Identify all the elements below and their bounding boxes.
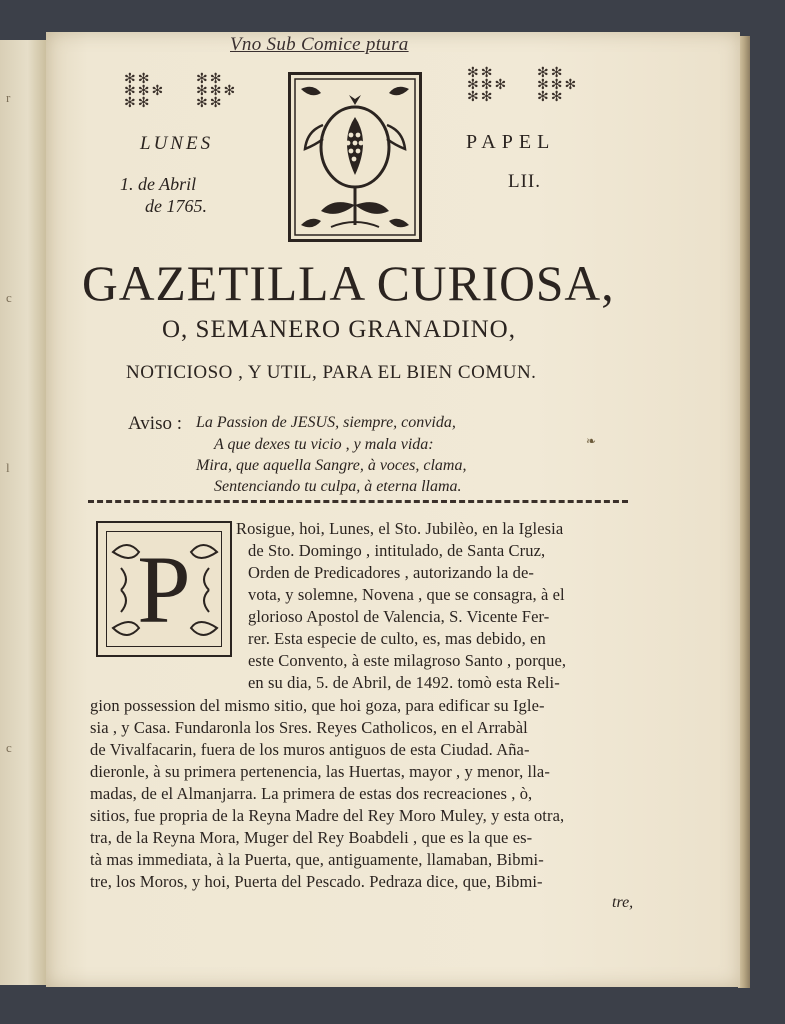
aviso-verse-line: A que dexes tu vicio , y mala vida: bbox=[214, 436, 434, 453]
body-line: de Vivalfacarin, fuera de los muros antiguos de esta Ciudad. Aña- bbox=[90, 740, 530, 759]
aviso-label: Aviso : bbox=[128, 413, 183, 434]
drop-cap-letter: P bbox=[137, 536, 191, 643]
ornament-mark-icon: ❧ bbox=[586, 434, 597, 448]
aviso-verse-line: Mira, que aquella Sangre, à voces, clama, bbox=[196, 457, 467, 474]
body-line: sia , y Casa. Fundaronla los Sres. Reyes Catholicos, en el Arrabàl bbox=[90, 718, 528, 737]
section-divider bbox=[88, 500, 628, 503]
body-line: dieronle, à su primera pertenencia, las Huertas, mayor , y menor, lla- bbox=[90, 762, 550, 781]
paper-label: PAPEL bbox=[466, 131, 556, 153]
body-line: Rosigue, hoi, Lunes, el Sto. Jubilèo, en la Iglesia bbox=[236, 519, 564, 538]
aviso-verse-line: La Passion de JESUS, siempre, convida, bbox=[196, 414, 456, 431]
gazette-subtitle: O, SEMANERO GRANADINO, bbox=[162, 316, 516, 343]
body-line: vota, y solemne, Novena , que se consagra, à el bbox=[248, 585, 565, 604]
body-line: de Sto. Domingo , intitulado, de Santa Cruz, bbox=[248, 541, 546, 560]
body-line: rer. Esta especie de culto, es, mas debido, en bbox=[248, 629, 546, 648]
body-line: tà mas immediata, à la Puerta, que, antiguamente, llamaban, Bibmi- bbox=[90, 850, 544, 869]
star-ornament-icon: ✻✻ ✻✻✻ ✻✻ bbox=[124, 72, 166, 111]
issue-number: LII. bbox=[508, 171, 542, 192]
facing-page-edge: r c l c bbox=[0, 40, 47, 985]
body-line: madas, de el Almanjarra. La primera de estas dos recreaciones , ò, bbox=[90, 784, 533, 803]
body-line: Orden de Predicadores , autorizando la de- bbox=[248, 563, 534, 582]
star-ornament-icon: ✻✻ ✻✻✻ ✻✻ bbox=[196, 72, 238, 111]
body-line: este Convento, à este milagroso Santo , porque, bbox=[248, 651, 567, 670]
body-line: gion possession del mismo sitio, que hoi goza, para edificar su Igle- bbox=[90, 696, 545, 715]
body-line: tre, los Moros, y hoi, Puerta del Pescado. Pedraza dice, que, Bibmi- bbox=[90, 872, 543, 891]
star-ornament-icon: ✻✻ ✻✻✻ ✻✻ bbox=[467, 66, 509, 105]
body-line: tra, de la Reyna Mora, Muger del Rey Boabdeli , que es la que es- bbox=[90, 828, 533, 847]
gazette-tagline: NOTICIOSO , Y UTIL, PARA EL BIEN COMUN. bbox=[126, 362, 537, 383]
body-line: en su dia, 5. de Abril, de 1492. tomò esta Reli- bbox=[248, 673, 560, 692]
star-ornament-icon: ✻✻ ✻✻✻ ✻✻ bbox=[537, 66, 579, 105]
aviso-verse-line: Sentenciando tu culpa, à eterna llama. bbox=[214, 478, 462, 495]
catchword: tre, bbox=[612, 894, 634, 911]
date-line-1: 1. de Abril bbox=[120, 174, 197, 194]
gazette-title: GAZETILLA CURIOSA, bbox=[82, 255, 615, 311]
body-line: glorioso Apostol de Valencia, S. Vicente Fer- bbox=[248, 607, 550, 626]
pomegranate-woodcut-icon bbox=[288, 72, 422, 242]
date-line-2: de 1765. bbox=[145, 196, 207, 216]
handwritten-note: Vno Sub Comice ptura bbox=[230, 34, 409, 55]
drop-cap-ornament bbox=[96, 521, 232, 657]
body-line: sitios, fue propria de la Reyna Madre del Rey Moro Muley, y esta otra, bbox=[90, 806, 565, 825]
day-label: LUNES bbox=[140, 133, 214, 154]
